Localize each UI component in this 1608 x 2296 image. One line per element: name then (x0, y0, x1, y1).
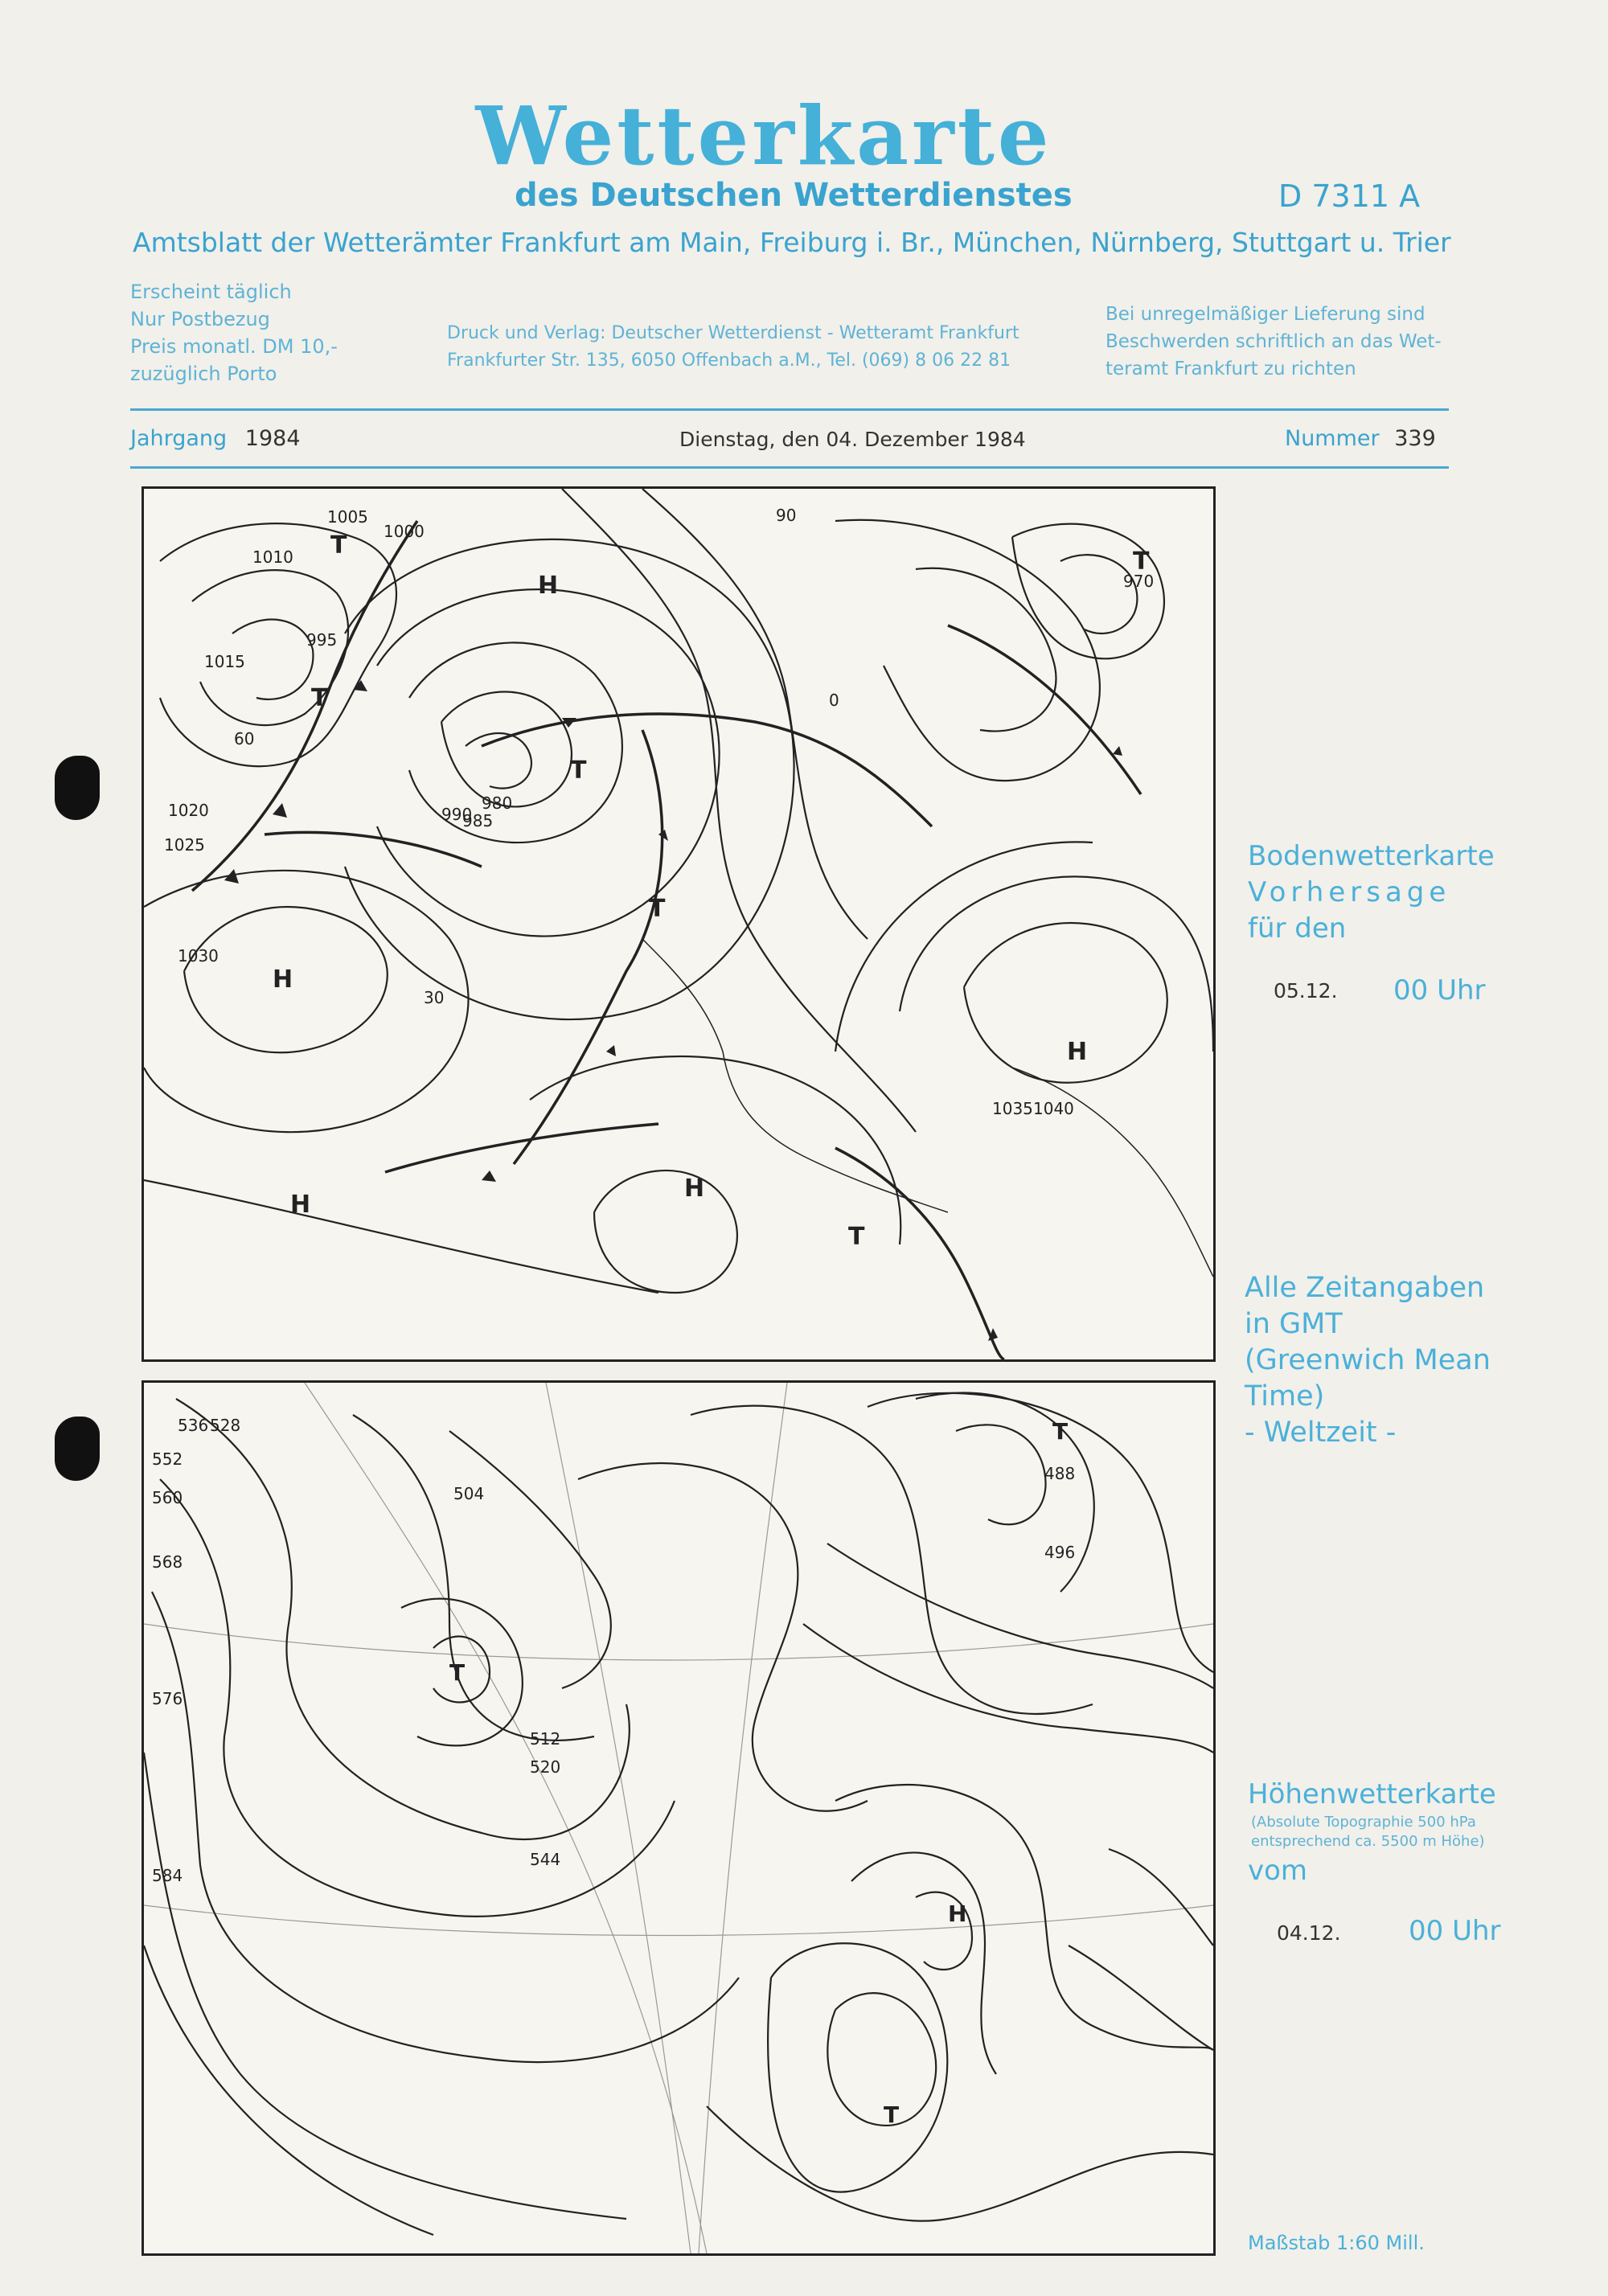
publisher-line-1: Druck und Verlag: Deutscher Wetterdienst - Wetteramt Frankfurt (447, 323, 1019, 343)
high-marker: H (948, 1900, 967, 1927)
isobar-label: 990 (441, 805, 473, 824)
contour-label: 520 (530, 1757, 561, 1777)
isobar-label: 1005 (327, 507, 368, 527)
isobar-label: 1015 (204, 652, 245, 671)
contour-label: 560 (152, 1488, 183, 1507)
latitude-label: 60 (234, 729, 255, 748)
time-note-line-4: Time) (1245, 1380, 1325, 1412)
isobar-label: 985 (462, 811, 494, 830)
surface-caption-line-1: Bodenwetterkarte (1248, 840, 1495, 872)
subscription-line-4: zuzüglich Porto (130, 363, 277, 385)
nummer-value: 339 (1394, 426, 1436, 451)
contour-label: 488 (1044, 1464, 1076, 1483)
publisher-info (447, 320, 1019, 375)
complaint-line-2: Beschwerden schriftlich an das Wet- (1106, 331, 1442, 352)
isobar-label: 1035 (992, 1099, 1033, 1118)
header-rule-top (130, 408, 1449, 411)
punch-hole-bottom (55, 1417, 100, 1481)
jahrgang-label: Jahrgang (130, 426, 228, 451)
upper-caption-note-line-2: entsprechend ca. 5500 m Höhe) (1251, 1833, 1485, 1850)
subscription-line-1: Erscheint täglich (130, 281, 292, 303)
low-marker: T (449, 1659, 466, 1686)
time-note-line-3: (Greenwich Mean (1245, 1344, 1491, 1376)
complaint-line-1: Bei unregelmäßiger Lieferung sind (1106, 304, 1425, 325)
high-pressure-marker: H (290, 1191, 311, 1219)
nummer (1285, 426, 1436, 451)
low-pressure-marker: T (848, 1223, 865, 1251)
contour-label: 504 (453, 1484, 485, 1503)
upper-analysis-time: 00 Uhr (1409, 1915, 1501, 1947)
high-pressure-marker: H (538, 572, 559, 600)
upper-map-caption (1248, 1777, 1496, 1813)
time-note-line-1: Alle Zeitangaben (1245, 1272, 1485, 1304)
issue-date: Dienstag, den 04. Dezember 1984 (679, 428, 1026, 451)
contour-label: 536 (178, 1416, 209, 1435)
isobar-label: 1025 (164, 835, 205, 855)
isobar-label: 995 (306, 630, 338, 650)
latitude-label: 90 (776, 506, 797, 525)
contour-label: 568 (152, 1552, 183, 1572)
upper-caption-title: Höhenwetterkarte (1248, 1778, 1496, 1810)
upper-caption-vom: vom (1248, 1855, 1308, 1887)
jahrgang (130, 426, 301, 451)
isobar-label: 1020 (168, 801, 209, 820)
amtsblatt-line: Amtsblatt der Wetterämter Frankfurt am Main, Freiburg i. Br., München, Nürnberg, Stuttgart u. Trier (133, 227, 1451, 258)
low-pressure-marker: T (330, 531, 347, 560)
contour-label: 576 (152, 1689, 183, 1708)
isobar-label: 980 (482, 793, 513, 813)
time-note-line-5: - Weltzeit - (1245, 1417, 1397, 1449)
contour-label: 552 (152, 1449, 183, 1469)
surface-map-caption (1248, 838, 1495, 947)
low-pressure-marker: T (649, 895, 666, 923)
subscription-info (130, 278, 338, 387)
isobar-label: 1010 (252, 547, 293, 567)
high-pressure-marker: H (684, 1175, 705, 1203)
isobar-label: 970 (1123, 572, 1155, 591)
high-pressure-marker: H (273, 966, 293, 994)
low-pressure-marker: T (311, 684, 328, 712)
publisher-line-2: Frankfurter Str. 135, 6050 Offenbach a.M., Tel. (069) 8 06 22 81 (447, 351, 1011, 371)
upper-caption-note (1251, 1813, 1485, 1851)
isobar-label: 1000 (384, 522, 425, 541)
low-marker: T (884, 2101, 900, 2128)
surface-map-drawing (144, 489, 1213, 1359)
time-note-line-2: in GMT (1245, 1308, 1343, 1340)
low-pressure-marker: T (570, 756, 587, 785)
low-pressure-marker: T (1133, 547, 1150, 576)
isobar-label: 1030 (178, 946, 219, 966)
contour-label: 496 (1044, 1543, 1076, 1562)
subscription-line-2: Nur Postbezug (130, 308, 270, 330)
document-number: D 7311 A (1278, 178, 1421, 214)
punch-hole-top (55, 756, 100, 820)
contour-label: 544 (530, 1850, 561, 1869)
jahrgang-value: 1984 (244, 426, 301, 451)
masthead-title: Wetterkarte (475, 88, 1052, 183)
latitude-label: 30 (424, 988, 445, 1007)
high-pressure-marker: H (1067, 1038, 1088, 1066)
complaint-info (1106, 301, 1442, 383)
surface-caption-line-3: für den (1248, 912, 1347, 945)
surface-weather-map (142, 486, 1216, 1362)
complaint-line-3: teramt Frankfurt zu richten (1106, 359, 1356, 379)
map-scale: Maßstab 1:60 Mill. (1248, 2232, 1425, 2254)
isobar-label: 1040 (1033, 1099, 1074, 1118)
upper-analysis-date: 04.12. (1277, 1921, 1341, 1945)
longitude-label: 0 (829, 691, 839, 710)
low-marker: T (1052, 1418, 1069, 1445)
surface-forecast-date: 05.12. (1274, 979, 1338, 1002)
subscription-line-3: Preis monatl. DM 10,- (130, 335, 338, 358)
upper-caption-note-line-1: (Absolute Topographie 500 hPa (1251, 1814, 1476, 1831)
contour-label: 584 (152, 1866, 183, 1885)
surface-forecast-time: 00 Uhr (1393, 974, 1486, 1007)
contour-label: 512 (530, 1729, 561, 1749)
surface-caption-line-2: Vorhersage (1248, 876, 1451, 908)
masthead-subtitle: des Deutschen Wetterdienstes (515, 177, 1073, 214)
upper-air-map (142, 1380, 1216, 2256)
contour-label: 528 (210, 1416, 241, 1435)
upper-map-drawing (144, 1383, 1213, 2253)
time-note (1245, 1270, 1491, 1451)
nummer-label: Nummer (1285, 426, 1380, 451)
header-rule-bottom (130, 466, 1449, 469)
